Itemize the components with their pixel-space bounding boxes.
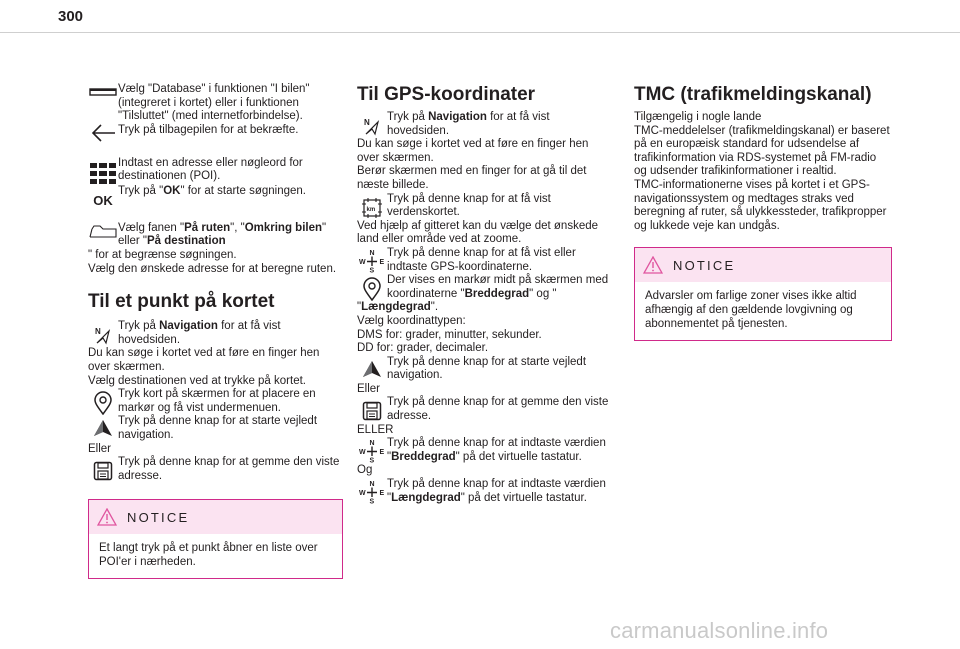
step-database: [88, 83, 343, 124]
navigation-icon: [357, 111, 387, 136]
gps-navigation-text: Tryk på Navigation for at få vist hovedsiden.: [387, 111, 550, 137]
map-or-text: Eller: [88, 442, 112, 455]
map-pin-icon: [357, 274, 387, 301]
svg-text:N: N: [95, 327, 101, 337]
tab-icon: [88, 222, 118, 239]
watermark: carmanualsonline.info: [610, 618, 829, 643]
map-start-guidance-text: Tryk på denne knap for at starte vejledt navigation.: [118, 415, 318, 441]
navigation-icon: [88, 320, 118, 345]
back-arrow-text: Tryk på tilbagepilen for at bekræfte.: [118, 123, 299, 136]
guidance-arrow-icon: [357, 356, 387, 378]
svg-text:S: S: [369, 457, 375, 464]
dms-text: DMS for: grader, minutter, sekunder.: [357, 328, 542, 341]
step-gps-coordinates: [357, 247, 609, 274]
svg-text:W: W: [359, 490, 366, 498]
section-heading-tmc: TMC (trafikmeldingskanal): [634, 84, 872, 105]
database-text: Vælg "Database" i funktionen "I bilen" (integreret i kortet) eller i funktionen "Tilsluttet" (med internetforbindelse).: [118, 83, 310, 123]
column-1: [88, 80, 343, 579]
map-select-text: Vælg destinationen ved at trykke på kortet.: [88, 374, 306, 387]
step-map-marker: [88, 388, 343, 415]
page-number: 300: [58, 8, 84, 25]
save-icon: [357, 396, 387, 421]
notice-title: NOTICE: [127, 509, 190, 525]
enter-latitude-text: Tryk på denne knap for at indtaste værdien "Breddegrad" på det virtuelle tastatur.: [387, 437, 606, 463]
svg-text:km: km: [366, 206, 376, 213]
notice-header: [89, 500, 342, 534]
column-2: [357, 84, 609, 505]
svg-text:S: S: [369, 267, 375, 273]
gps-coordinates-text: Tryk på denne knap for at få vist eller indtaste GPS-koordinaterne.: [387, 246, 576, 273]
select-address-text: Vælg den ønskede adresse for at beregne ruten.: [88, 262, 337, 275]
svg-text:N: N: [369, 249, 375, 257]
gps-or-text: Eller: [357, 382, 381, 395]
world-map-text: Tryk på denne knap for at få vist verdenskortet.: [387, 192, 551, 219]
enter-longitude-text: Tryk på denne knap for at indtaste værdien "Længdegrad" på det virtuelle tastatur.: [387, 478, 606, 504]
notice-box-tmc: [634, 247, 892, 341]
notice-text: Et langt tryk på et punkt åbner en liste over POI'er i nærheden.: [99, 542, 318, 568]
section-heading-gps: Til GPS-koordinater: [357, 84, 536, 105]
gps-start-guidance-text: Tryk på denne knap for at starte vejledt navigation.: [387, 355, 587, 382]
step-enter-longitude: [357, 478, 609, 505]
step-map-start-guidance: [88, 415, 343, 442]
warning-triangle-icon: [97, 508, 117, 526]
svg-text:N: N: [369, 481, 375, 489]
choose-type-text: Vælg koordinattypen:: [357, 314, 466, 327]
gps-next-image-text: Berør skærmen med en finger for at gå til det næste billede.: [357, 165, 587, 191]
map-save-text: Tryk på denne knap for at gemme den viste adresse.: [118, 456, 340, 482]
ok-icon: [88, 185, 118, 208]
map-marker-text: Tryk kort på skærmen for at placere en markør og få vist undermenuen.: [118, 388, 316, 414]
world-map-icon: [357, 193, 387, 219]
ok-text: Tryk på "OK" for at starte søgningen.: [118, 184, 306, 197]
notice-box-poi: [88, 499, 343, 579]
svg-text:E: E: [379, 258, 385, 266]
keyboard-grid-icon: [88, 157, 118, 185]
ok-label: OK: [93, 192, 113, 208]
column-3: [634, 84, 892, 341]
notice-text: Advarsler om farlige zoner vises ikke altid afhængig af den gældende lovgivning og abonnementet på tjenesten.: [645, 290, 857, 330]
section-heading-map-point: Til et punkt på kortet: [88, 291, 275, 313]
notice-header: [635, 248, 891, 282]
step-coordinate-marker: [357, 274, 609, 301]
svg-text:W: W: [359, 258, 366, 266]
filter-tab-text-cont: " for at begrænse søgningen.: [88, 248, 237, 261]
compass-icon: [357, 437, 387, 463]
field-bar-icon: [88, 83, 118, 97]
map-swipe-text: Du kan søge i kortet ved at føre en finger hen over skærmen.: [88, 347, 320, 373]
svg-text:E: E: [379, 490, 385, 498]
coordinate-marker-text: Der vises en markør midt på skærmen med koordinaterne "Breddegrad" og ": [387, 274, 609, 300]
compass-icon: [357, 247, 387, 273]
step-enter-address: [88, 157, 343, 185]
map-navigation-text: Tryk på Navigation for at få vist hovedsiden.: [118, 320, 281, 346]
step-world-map: [357, 193, 609, 220]
step-map-save: [88, 456, 343, 483]
step-enter-latitude: [357, 437, 609, 464]
save-icon: [88, 456, 118, 481]
warning-triangle-icon: [643, 256, 663, 274]
back-arrow-icon: [88, 111, 118, 143]
svg-text:N: N: [364, 118, 370, 127]
svg-text:W: W: [359, 449, 366, 457]
gps-eller-text: ELLER: [357, 423, 394, 436]
notice-title: NOTICE: [673, 257, 736, 273]
gps-og-text: Og: [357, 464, 373, 477]
gps-save-text: Tryk på denne knap for at gemme den viste adresse.: [387, 396, 609, 423]
guidance-arrow-icon: [88, 415, 118, 437]
header-divider: [0, 32, 960, 33]
tmc-standard-text: TMC-meddelelser (trafikmeldingskanal) er baseret på en europæisk standard for udsendelse af trafikinformation via RDS-systemet på FM-radio og udsender trafikinformationer i realtid.: [634, 124, 890, 178]
step-gps-start-guidance: [357, 356, 609, 383]
tmc-map-text: TMC-informationerne vises på kortet i et GPS-navigationssystem og medtages straks ved beregning af ruter, så ulykkessteder, trafikpropper og lukkede veje kan undgås.: [634, 178, 887, 232]
compass-icon: [357, 478, 387, 504]
tmc-availability-text: Tilgængelig i nogle lande: [634, 111, 762, 123]
filter-tab-text: Vælg fanen "På ruten", "Omkring bilen" eller "På destination: [118, 221, 327, 248]
svg-text:S: S: [369, 498, 375, 505]
step-ok: [88, 185, 343, 208]
step-gps-navigation: [357, 111, 609, 138]
map-pin-icon: [88, 388, 118, 415]
dd-text: DD for: grader, decimaler.: [357, 342, 489, 355]
enter-address-text: Indtast en adresse eller nøgleord for destinationen (POI).: [118, 156, 303, 183]
step-gps-save: [357, 396, 609, 423]
coordinate-marker-text-cont: "Længdegrad".: [357, 301, 439, 314]
step-map-navigation: [88, 320, 343, 347]
zoom-grid-text: Ved hjælp af gitteret kan du vælge det ønskede land eller område ved at zoome.: [357, 219, 599, 246]
gps-swipe-text: Du kan søge i kortet ved at føre en finger hen over skærmen.: [357, 138, 589, 164]
svg-text:E: E: [379, 449, 385, 457]
svg-text:N: N: [369, 440, 375, 448]
step-filter-tab: [88, 222, 343, 249]
